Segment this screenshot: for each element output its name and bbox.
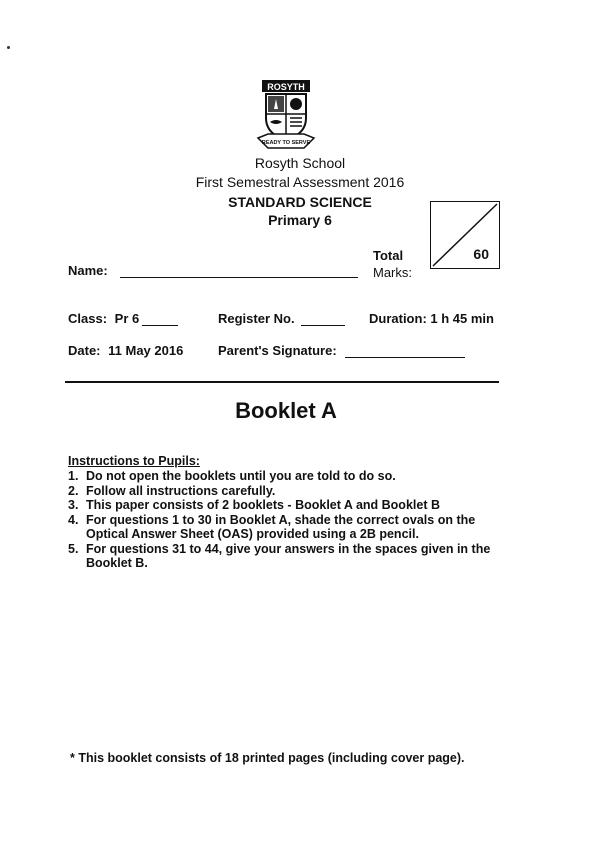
name-field <box>68 263 358 278</box>
class-field <box>68 311 178 326</box>
school-crest <box>256 78 316 150</box>
instruction-item <box>68 469 508 484</box>
crest-motto: READY TO SERVE <box>261 140 311 146</box>
instruction-item <box>68 484 508 499</box>
instruction-text: This paper consists of 2 booklets - Booklet A and Booklet B <box>86 498 440 512</box>
booklet-title: Booklet A <box>235 398 337 423</box>
school-name: Rosyth School <box>254 155 346 171</box>
register-label: Register No. <box>218 311 295 326</box>
date-value: 11 May 2016 <box>108 343 184 358</box>
instruction-number: 4. <box>68 512 79 527</box>
total-marks-label <box>373 247 412 281</box>
level-title: Primary 6 <box>268 212 332 228</box>
page-count-note: * This booklet consists of 18 printed pages (including cover page). <box>70 751 465 765</box>
instructions-title: Instructions to Pupils: <box>68 454 200 468</box>
date-field <box>68 343 183 358</box>
signature-label: Parent's Signature: <box>218 343 337 358</box>
class-blank-line[interactable] <box>142 324 178 326</box>
class-label: Class: <box>68 311 108 326</box>
total-marks-value: 60 <box>473 246 489 262</box>
register-blank-line[interactable] <box>301 324 345 326</box>
marks-box <box>430 201 500 269</box>
class-value: Pr 6 <box>114 311 140 326</box>
total-label-line2: Marks: <box>373 265 412 280</box>
total-label-line1: Total <box>373 248 404 263</box>
instruction-number: 3. <box>68 498 79 512</box>
subject-title: STANDARD SCIENCE <box>228 194 372 210</box>
instruction-text: For questions 1 to 30 in Booklet A, shade the correct ovals on the Optical Answer Sheet (OAS) provided using a 2B pencil. <box>86 512 476 541</box>
crest-banner-text: ROSYTH <box>267 82 305 92</box>
name-blank-line[interactable] <box>120 276 358 278</box>
name-label: Name: <box>68 263 108 278</box>
instruction-text: Do not open the booklets until you are told to do so. <box>86 469 396 483</box>
scan-speck <box>7 46 10 49</box>
instruction-number: 2. <box>68 483 79 498</box>
section-divider <box>65 381 499 383</box>
instructions-list <box>68 469 508 571</box>
instruction-item <box>68 542 508 571</box>
date-label: Date: <box>68 343 101 358</box>
instruction-item <box>68 513 508 542</box>
signature-field <box>218 343 465 358</box>
instruction-item <box>68 498 508 513</box>
register-field <box>218 311 345 326</box>
assessment-title: First Semestral Assessment 2016 <box>195 174 405 190</box>
instruction-number: 5. <box>68 541 79 556</box>
instruction-text: Follow all instructions carefully. <box>86 483 276 498</box>
signature-blank-line[interactable] <box>345 356 465 358</box>
instruction-text: For questions 31 to 44, give your answers in the spaces given in the Booklet B. <box>86 541 491 570</box>
instruction-number: 1. <box>68 469 79 483</box>
duration-text: Duration: 1 h 45 min <box>369 311 494 326</box>
